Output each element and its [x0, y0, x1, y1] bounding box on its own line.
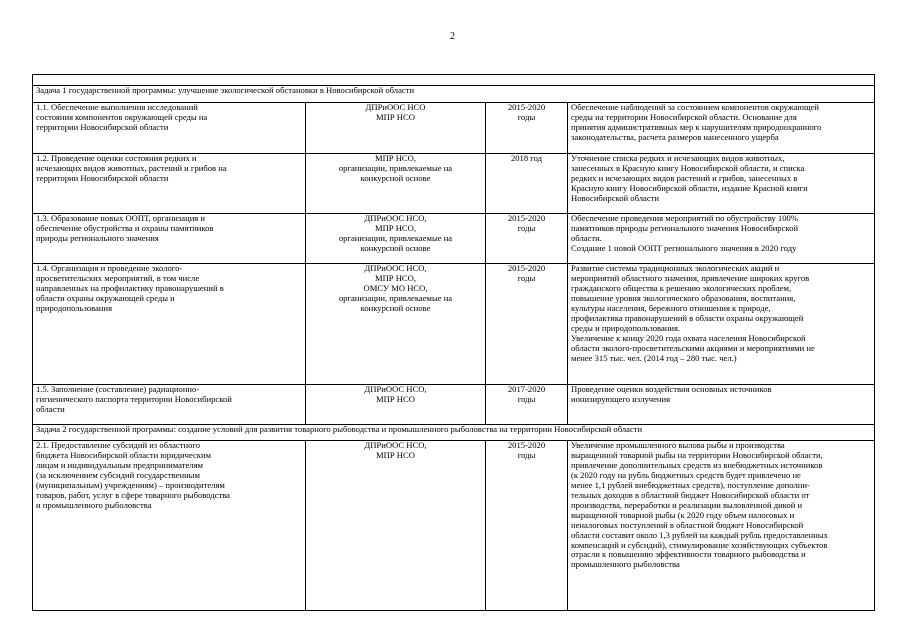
executors-1-4: ДПРиООС НСО, МПР НСО, ОМСУ МО НСО, организации, привлекаемые на конкурсной основе — [338, 263, 453, 313]
result-1-2: Уточнение списка редких и исчезающих видов животных, занесенных в Красную книгу Новосибирской области, и списка редких и исчезающих видов растений и грибов, занесенных в Красную книгу Новосибирской области, издание Красной книги Новосибирской области — [571, 153, 808, 203]
task-2-title: Задача 2 государственной программы: создание условий для развития товарного рыбоводства и промышленного рыболовства на территории Новосибирской области — [33, 425, 875, 441]
measure-1-4: 1.4. Организация и проведение эколого- просветительских мероприятий, в том числе направленных на профилактику правонарушений в области охраны окружающей среды и природопользования — [36, 263, 224, 313]
term-1-5: 2017-2020 годы — [507, 384, 546, 404]
term-1-2: 2018 год — [510, 153, 543, 163]
table-row — [33, 214, 875, 264]
executors-2-1: ДПРиООС НСО, МПР НСО — [364, 440, 427, 460]
table-row — [33, 385, 875, 425]
term-1-3: 2015-2020 годы — [507, 213, 546, 233]
executors-1-2: МПР НСО, организации, привлекаемые на конкурсной основе — [338, 153, 453, 183]
measure-1-2: 1.2. Проведение оценки состояния редких и исчезающих видов животных, растений и грибов на территории Новосибирской области — [36, 153, 227, 183]
table-row — [33, 154, 875, 214]
term-2-1: 2015-2020 годы — [507, 440, 546, 460]
executors-1-3: ДПРиООС НСО, МПР НСО, организации, привлекаемые на конкурсной основе — [338, 213, 453, 253]
measure-2-1: 2.1. Предоставление субсидий из областного бюджета Новосибирской области юридическим лицам и индивидуальным предпринимателям (за исключением субсидий государственным (муниципальным) учреждениям) – производителям товаров, работ, услуг в сфере товарного рыбоводства и промышленного рыболовства — [36, 440, 230, 510]
result-2-1: Увеличение промышленного вылова рыбы и производства выращенной товарной рыбы на территории Новосибирской области, привлечение дополнительных средств из внебюджетных источников (к 2020 году на рубль бюджетных средств будет привлечено не менее 1,1 рублей внебюджетных средств), поступление дополни- тельных доходов в областной бюджет Новосибирской области от производства, переработки и реализации выловленной дикой и выращенной товарной рыбы (к 2020 году объем налоговых и неналоговых поступлений в областной бюджет Новосибирской области составит около 1,3 рублей на каждый рубль предоставленных компенсаций и субсидий), стимулирование хозяйствующих субъектов отрасли к повышению эффективности товарного рыбоводства и промышленного рыболовства — [571, 440, 828, 570]
result-1-3: Обеспечение проведения мероприятий по обустройству 100% памятников природы регионального значения Новосибирской области. Создание 1 новой ООПТ регионального значения в 2020 году — [571, 213, 799, 253]
measure-1-5: 1.5. Заполнение (составление) радиационно- гигиенического паспорта территории Новосибирской области — [36, 384, 232, 414]
executors-1-1: ДПРиООС НСО МПР НСО — [365, 102, 426, 122]
result-1-1: Обеспечение наблюдений за состоянием компонентов окружающей среды на территории Новосибирской области. Основание для принятия административных мер к нарушителям природоохранного законодательства, расчета размеров нанесенного ущерба — [571, 102, 822, 142]
table-row — [33, 441, 875, 611]
task-1-title: Задача 1 государственной программы: улучшение экологической обстановки в Новосибирской области — [33, 86, 875, 103]
executors-1-5: ДПРиООС НСО, МПР НСО — [364, 384, 427, 404]
result-1-5: Проведение оценки воздействия основных источников ионизирующего излучения — [571, 384, 772, 404]
measures-table — [32, 74, 875, 611]
page-number: 2 — [450, 31, 455, 42]
table-spacer-row — [33, 75, 875, 86]
term-1-1: 2015-2020 годы — [507, 102, 546, 122]
table-row — [33, 264, 875, 385]
table-row — [33, 103, 875, 154]
result-1-4: Развитие системы традиционных экологических акций и мероприятий областного значения, привлечение широких кругов гражданского общества к решению экологических проблем, повышение уровня экологического образования, воспитания, культуры населения, бережного отношения к природе, профилактика правонарушений в области охраны окружающей среды и природопользования. Увеличение к концу 2020 года охвата населения Новосибирской области эколого-просветительскими акциями и мероприятиями не менее 315 тыс. чел. (2014 год – 280 тыс. чел.) — [571, 263, 815, 363]
measure-1-3: 1.3. Образование новых ООПТ, организация и обеспечение обустройства и охраны памятников природы регионального значения — [36, 213, 214, 243]
term-1-4: 2015-2020 годы — [507, 263, 546, 283]
measure-1-1: 1.1. Обеспечение выполнения исследований состояния компонентов окружающей среды на территории Новосибирской области — [36, 102, 208, 132]
